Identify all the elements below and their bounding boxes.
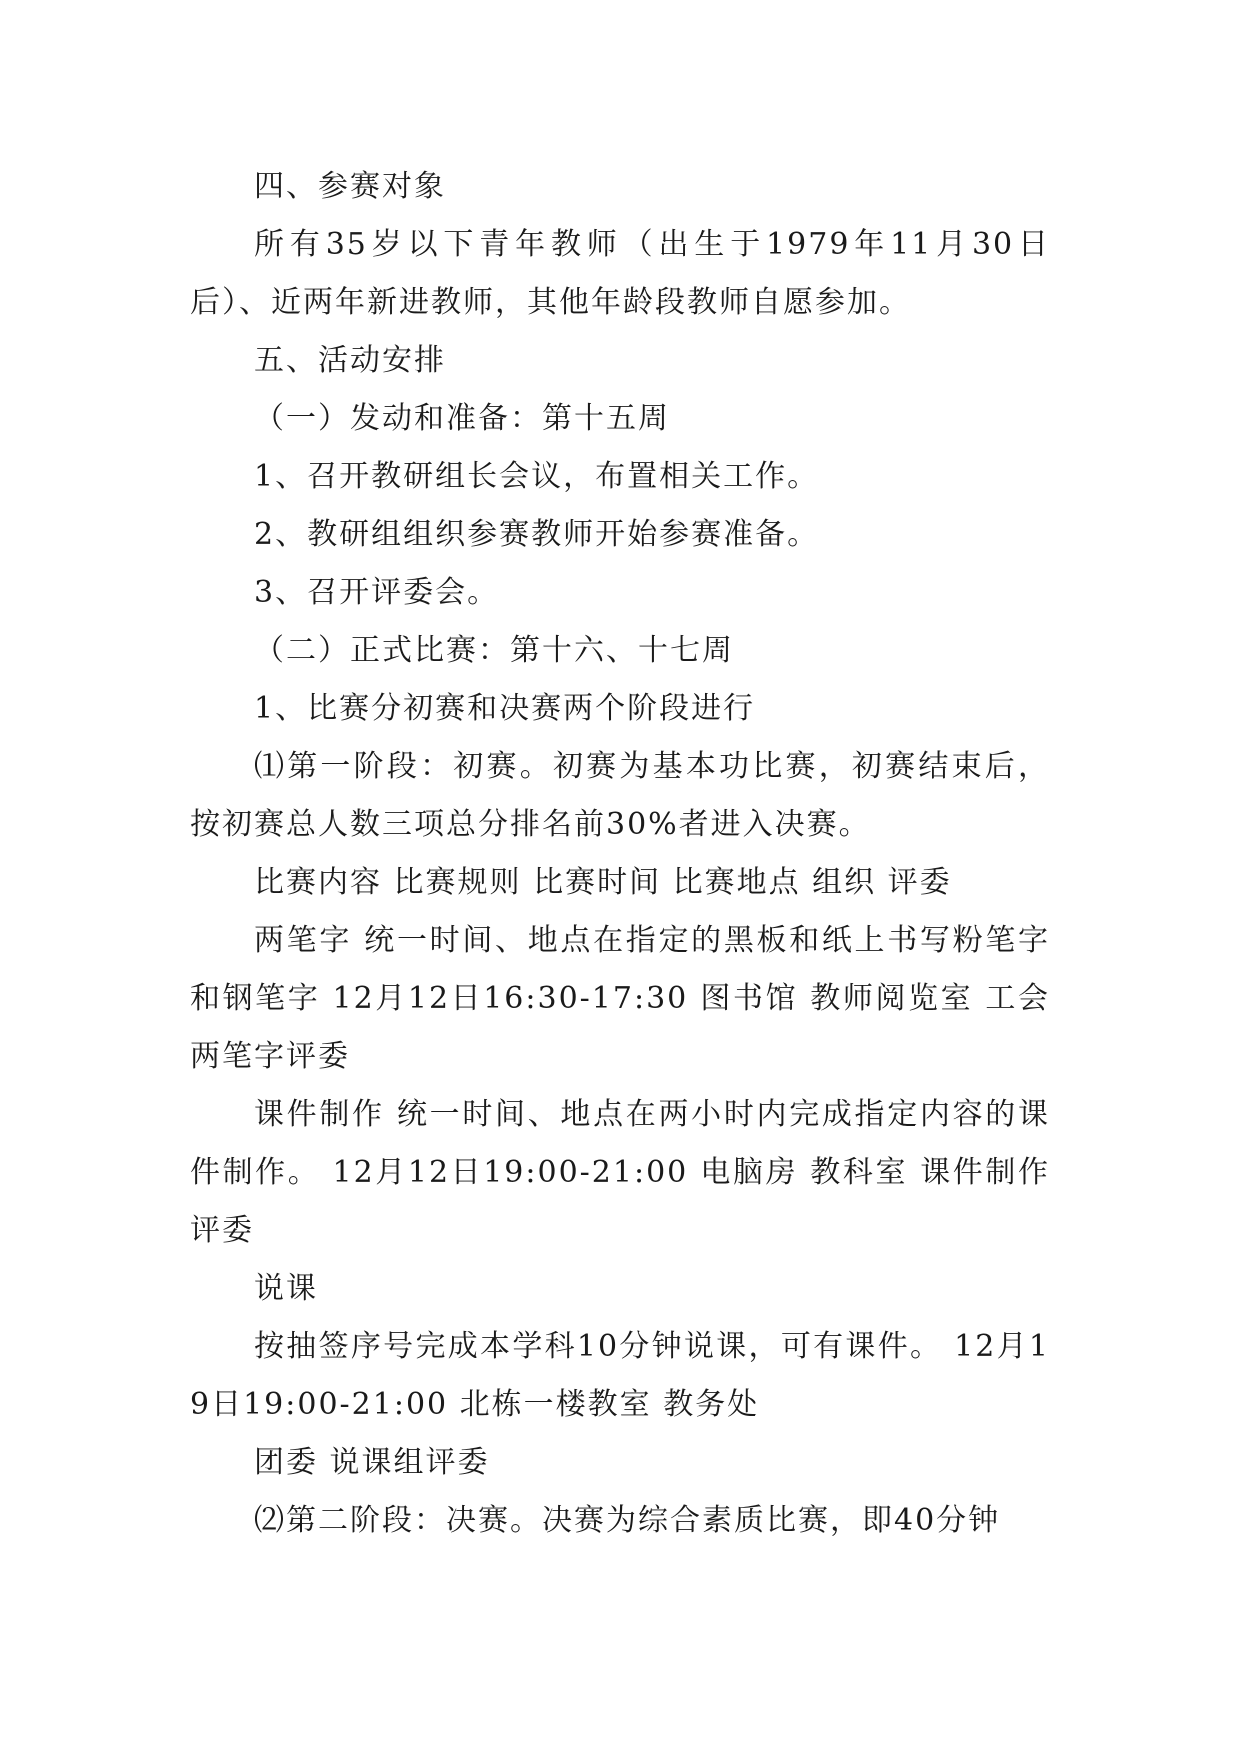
paragraph-participants: 所有35岁以下青年教师（出生于1979年11月30日后）、近两年新进教师，其他年龄段教师自愿参加。 (190, 227, 1050, 320)
table-row: 说课 (254, 1271, 318, 1306)
list-item: 1、比赛分初赛和决赛两个阶段进行 (254, 691, 756, 726)
paragraph-final: ⑵第二阶段：决赛。决赛为综合素质比赛，即40分钟 (254, 1503, 1001, 1538)
paragraph-preliminary: ⑴第一阶段：初赛。初赛为基本功比赛，初赛结束后，按初赛总人数三项总分排名前30%者进入决赛。 (190, 749, 1050, 842)
subheading-preparation: （一）发动和准备：第十五周 (254, 401, 670, 436)
list-item: 2、教研组组织参赛教师开始参赛准备。 (254, 517, 820, 552)
table-row: 团委 说课组评委 (254, 1445, 490, 1480)
table-row: 按抽签序号完成本学科10分钟说课，可有课件。 12月19日19:00-21:00 北栋一楼教室 教务处 (190, 1329, 1050, 1422)
section-heading-schedule: 五、活动安排 (254, 343, 446, 378)
document-body (190, 158, 1050, 1550)
section-heading-participants: 四、参赛对象 (254, 169, 446, 204)
table-row: 课件制作 统一时间、地点在两小时内完成指定内容的课件制作。 12月12日19:00-21:00 电脑房 教科室 课件制作评委 (190, 1097, 1050, 1248)
list-item: 3、召开评委会。 (254, 575, 500, 610)
subheading-competition: （二）正式比赛：第十六、十七周 (254, 633, 734, 668)
table-row: 两笔字 统一时间、地点在指定的黑板和纸上书写粉笔字和钢笔字 12月12日16:30-17:30 图书馆 教师阅览室 工会 两笔字评委 (190, 923, 1050, 1074)
table-header-text: 比赛内容 比赛规则 比赛时间 比赛地点 组织 评委 (254, 865, 952, 900)
list-item: 1、召开教研组长会议，布置相关工作。 (254, 459, 820, 494)
